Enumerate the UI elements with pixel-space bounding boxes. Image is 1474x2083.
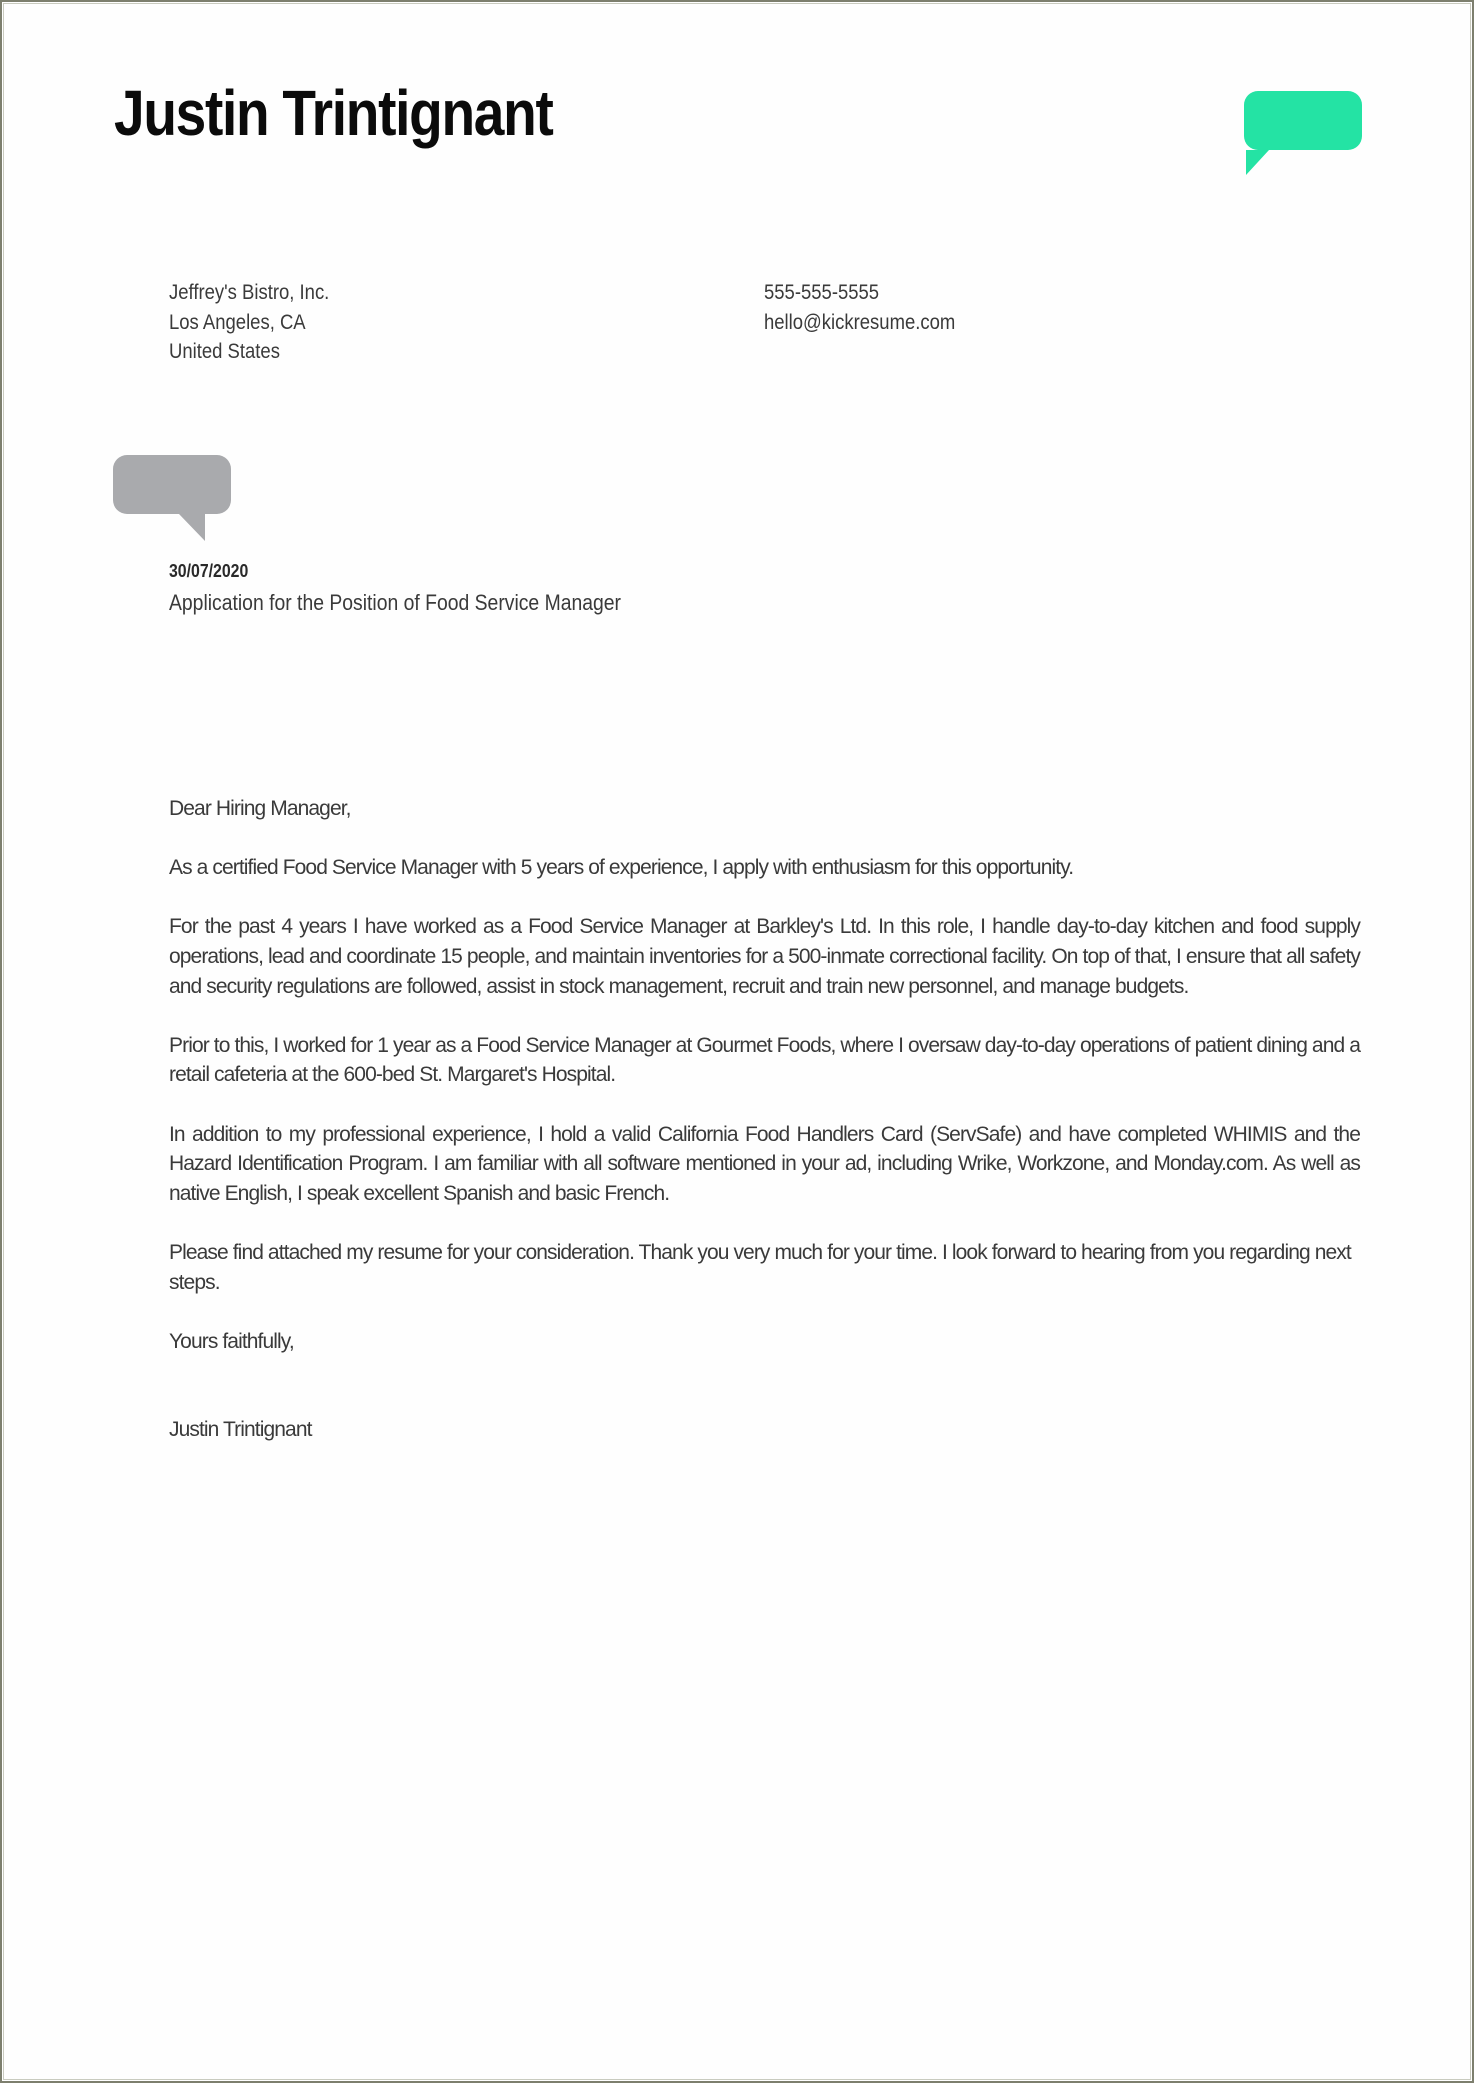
paragraph-current-role: For the past 4 years I have worked as a Food Service Manager at Barkley's Ltd. In this role, I handle day-to-day kitchen and food supply operations, lead and coordinate 15 people, and maintain inventories for a 500-inmate correctional facility. On top of that, I ensure that all safety and security regulations are followed, assist in stock management, recruit and train new personnel, and manage budgets. <box>169 915 1360 998</box>
recipient-city: Los Angeles, CA <box>169 310 306 334</box>
recipient-address <box>169 278 329 367</box>
salutation: Dear Hiring Manager, <box>169 797 351 820</box>
speech-bubble-shape <box>1244 91 1362 175</box>
recipient-country: United States <box>169 340 280 363</box>
speech-bubble-icon <box>1244 91 1362 177</box>
letter-subject: Application for the Position of Food Service Manager <box>169 590 621 615</box>
contact-email: hello@kickresume.com <box>764 310 956 334</box>
signature: Justin Trintignant <box>169 1418 312 1442</box>
paragraph-intro: As a certified Food Service Manager with 5 years of experience, I apply with enthusiasm for this opportunity. <box>169 856 1074 880</box>
contact-info <box>764 278 955 337</box>
paragraph-qualifications: In addition to my professional experience, I hold a valid California Food Handlers Card (ServSafe) and have completed WHIMIS and the Hazard Identification Program. I am familiar with all software mentioned in your ad, including Wrike, Workzone, and Monday.com. As well as native English, I speak excellent Spanish and basic French. <box>169 1122 1360 1205</box>
closing-phrase: Yours faithfully, <box>169 1329 294 1353</box>
paragraph-closing-remarks: Please find attached my resume for your consideration. Thank you very much for your time. I look forward to hearing from you regarding next steps. <box>169 1240 1351 1294</box>
speech-bubble-gray-shape <box>113 455 231 541</box>
letter-date: 30/07/2020 <box>169 561 249 581</box>
paragraph-previous-role: Prior to this, I worked for 1 year as a Food Service Manager at Gourmet Foods, where I oversaw day-to-day operations of patient dining and a retail cafeteria at the 600-bed St. Margaret's Hospital. <box>169 1033 1360 1087</box>
letter-body <box>169 794 1360 1445</box>
recipient-company: Jeffrey's Bistro, Inc. <box>169 281 330 304</box>
author-name-heading: Justin Trintignant <box>114 77 553 149</box>
contact-phone: 555-555-5555 <box>764 281 880 304</box>
speech-bubble-gray-icon <box>113 455 231 541</box>
